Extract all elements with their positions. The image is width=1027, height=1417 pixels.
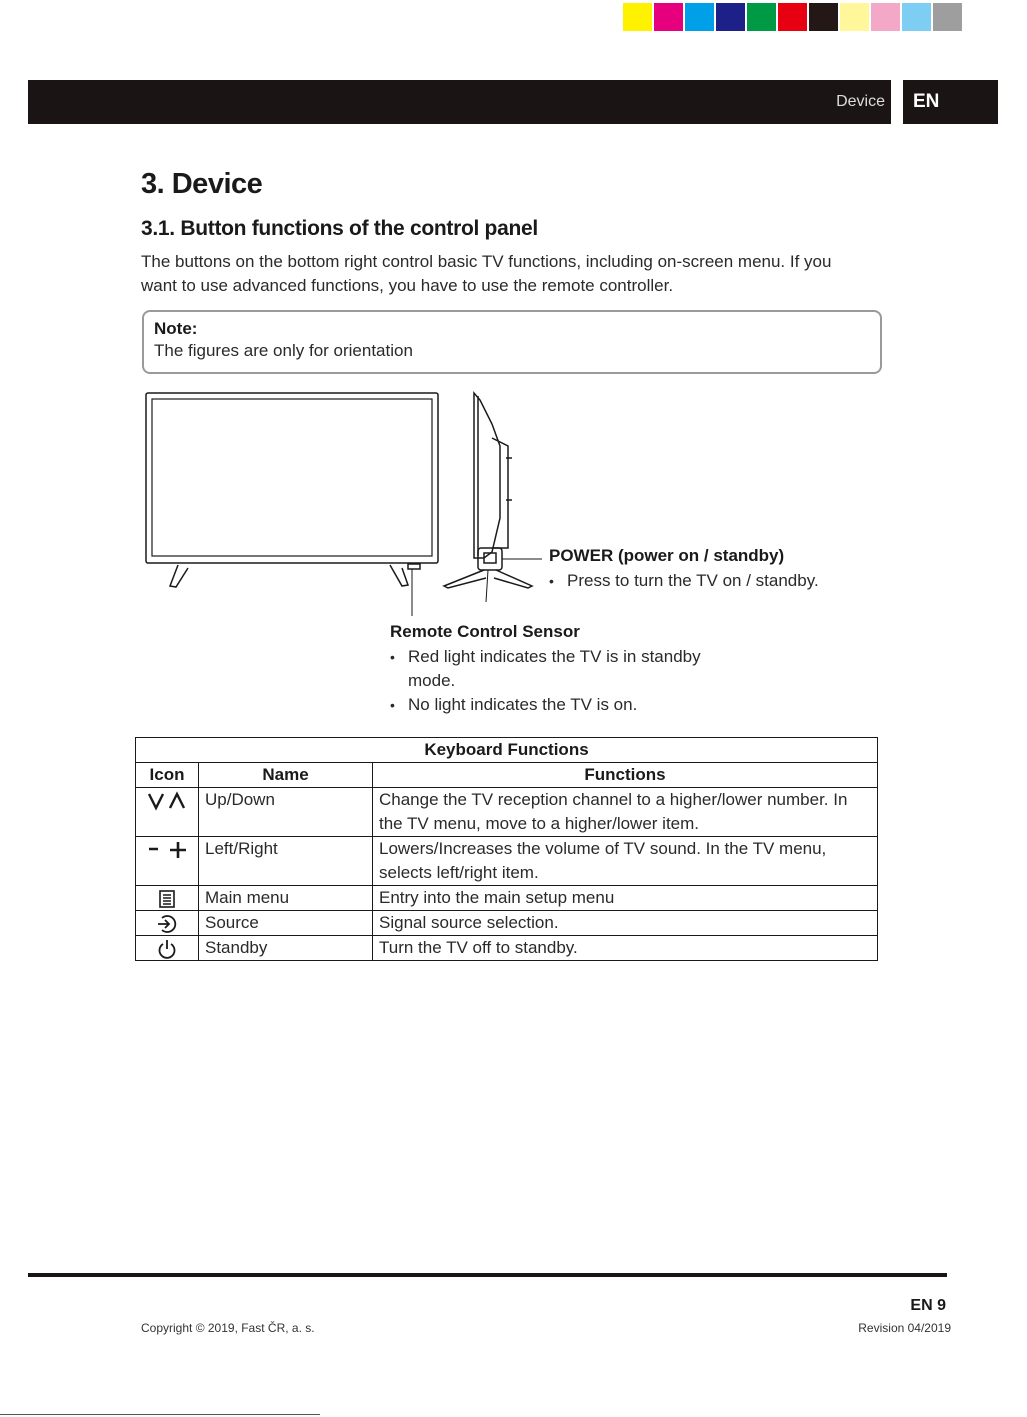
table-row (136, 886, 878, 911)
color-swatch (623, 3, 652, 31)
section-title: Device (836, 93, 885, 110)
up-down-icon (136, 788, 199, 837)
copyright: Copyright © 2019, Fast ČR, a. s. (141, 1321, 315, 1335)
minus-plus-icon (136, 837, 199, 886)
color-swatch (654, 3, 683, 31)
table-row (136, 911, 878, 936)
column-header-icon: Icon (136, 763, 199, 788)
language-label: EN (913, 91, 940, 112)
list-item: • Red light indicates the TV is in standby mode. (390, 645, 720, 693)
table-row (136, 936, 878, 961)
row-function: Entry into the main setup menu (373, 886, 878, 911)
menu-icon (136, 886, 199, 911)
color-swatch (902, 3, 931, 31)
column-header-name: Name (199, 763, 373, 788)
list-item: • No light indicates the TV is on. (390, 693, 720, 717)
footer-rule (28, 1273, 947, 1277)
color-swatch (840, 3, 869, 31)
tv-figure (140, 388, 560, 618)
color-calibration-strip (623, 3, 964, 31)
section-heading: 3.1. Button functions of the control panel (141, 217, 538, 240)
color-swatch (809, 3, 838, 31)
row-name: Standby (199, 936, 373, 961)
source-icon (136, 911, 199, 936)
color-swatch (871, 3, 900, 31)
row-name: Main menu (199, 886, 373, 911)
table-title: Keyboard Functions (136, 738, 878, 763)
note-text: The figures are only for orientation (154, 341, 413, 360)
language-badge (903, 80, 998, 124)
power-callout-title: POWER (power on / standby) (549, 546, 785, 565)
color-swatch (716, 3, 745, 31)
sensor-callout-list (390, 645, 720, 717)
chapter-heading: 3. Device (141, 168, 263, 200)
row-function: Lowers/Increases the volume of TV sound. In the TV menu, selects left/right item. (373, 837, 878, 886)
table-row (136, 788, 878, 837)
revision: Revision 04/2019 (858, 1321, 951, 1335)
row-function: Change the TV reception channel to a higher/lower number. In the TV menu, move to a higher/lower item. (373, 788, 878, 837)
row-name: Source (199, 911, 373, 936)
color-swatch (685, 3, 714, 31)
table-header-row (136, 763, 878, 788)
sensor-callout-title: Remote Control Sensor (390, 622, 580, 641)
row-name: Left/Right (199, 837, 373, 886)
page-number: EN 9 (910, 1297, 946, 1314)
tv-side-view (444, 393, 542, 602)
table-title-row (136, 738, 878, 763)
power-icon (136, 936, 199, 961)
color-swatch (778, 3, 807, 31)
row-name: Up/Down (199, 788, 373, 837)
bottom-rule (0, 1414, 320, 1415)
keyboard-functions-table (135, 737, 878, 961)
header-bar (28, 80, 891, 124)
power-callout-list (549, 569, 819, 593)
column-header-functions: Functions (373, 763, 878, 788)
intro-paragraph: The buttons on the bottom right control basic TV functions, including on-screen menu. If you want to use advanced functions, you have to use the remote controller. (141, 252, 832, 295)
note-box (142, 310, 882, 374)
table-row (136, 837, 878, 886)
row-function: Turn the TV off to standby. (373, 936, 878, 961)
row-function: Signal source selection. (373, 911, 878, 936)
list-item: • Press to turn the TV on / standby. (549, 569, 819, 593)
color-swatch (747, 3, 776, 31)
tv-front-view (146, 393, 438, 616)
color-swatch (933, 3, 962, 31)
note-title: Note: (154, 319, 198, 338)
